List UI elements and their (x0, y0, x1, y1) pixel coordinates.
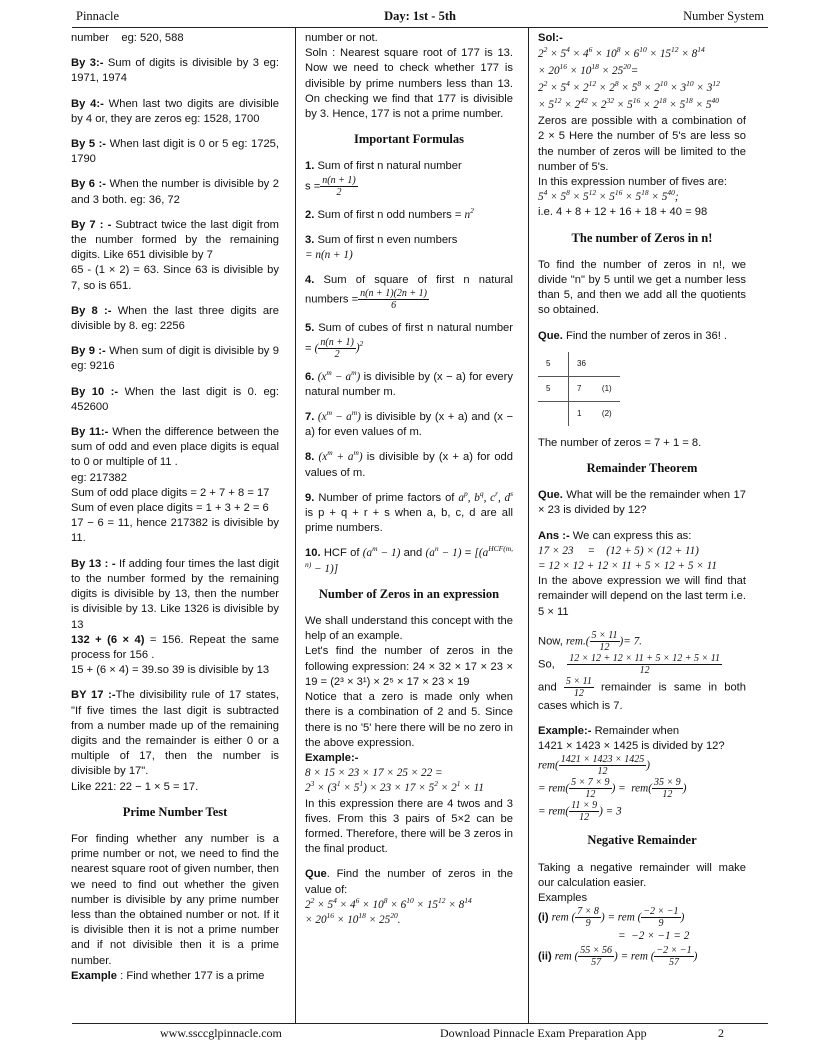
zeros-text: Let's find the number of zeros in the following expression: 24 × 32 × 17 × 23 × 19 = (2³ × 3¹) × 2⁵ × 17 × 23 × 19 (305, 645, 513, 688)
example-heading: Example:- (538, 725, 592, 738)
so-line: So, $\frac{12 \times 12 + 12 \times 11 + 5 \times 12 + 5 \times 11}{12}$ (538, 652, 720, 676)
table-cell: 36 (569, 352, 594, 377)
question-heading: Que (305, 868, 327, 881)
solution-text: Zeros are possible with a combination of 2 × 5 Here the number of 5's are less so the number of zeros will be limited to the number of 5's. (538, 115, 746, 173)
rule-by-11-line: 17 − 6 = 11, hence 217382 is divisible by 11. (71, 517, 279, 545)
table-row (538, 376, 620, 401)
section-title-zeros-factorial: The number of Zeros in n! (571, 230, 713, 245)
rule-heading: By 4:- (71, 97, 104, 110)
formula-8: 8. $(x^m + a^m)$ is divisible by (x + a) for odd values of m. (305, 448, 513, 479)
formula-3: 3. Sum of first n even numbers (305, 233, 458, 246)
rule-by-13-example-2: 15 + (6 × 4) = 39.so 39 is divisible by 13 (71, 664, 270, 677)
fives-expression: $5^4 \times 5^8 \times 5^{12} \times 5^{16} \times 5^{18} \times 5^{40}$; (538, 188, 679, 204)
question-heading: Que. (538, 489, 563, 502)
examples-label: Examples (538, 892, 588, 905)
example (538, 724, 746, 739)
rule-text: When last digit is 0 or 5 eg: 1725, 1790 (71, 138, 279, 166)
rule-by-3 (71, 56, 279, 86)
formula-6: 6. $(x^m - a^m)$ is divisible by (x − a) for every natural number m. (305, 367, 513, 398)
rule-by-8 (71, 304, 279, 334)
question (538, 329, 746, 344)
zeros-text: We shall understand this concept with the help of an example. (305, 615, 513, 643)
example-text-2: 1421 × 1423 × 1425 is divided by 12? (538, 740, 725, 753)
rule-by-7 (71, 218, 279, 264)
continued-text: number eg: 520, 588 (71, 32, 184, 44)
zeros-text: Notice that a zero is made only when there is a combination of 2 and 5. Since there is no '5' here there will be no zero in the above expression. (305, 691, 513, 749)
example-explanation: In this expression there are 4 twos and 3 fives. From this 3 pairs of 5×2 can be formed. Therefore, there will be 3 zeros in the final product. (305, 797, 513, 856)
solution-expression: $2^2 \times 5^4 \times 4^6 \times 10^8 \times 6^{10} \times 15^{12} \times 8^{14}$ × $20^{16} \times 10^{18} \times 25^{20}=$ $2^2 \times 5^4 \times 2^{12} \times 2^8 \times 5^8 \times 2^{10} \times 3^{10} \times 3^{12}$ × $5^{12} \times 2^{42} \times 2^{32} \times 5^{16} \times 2^{18} \times 5^{18} \times 5^{40}$ (538, 45, 720, 112)
remainder-question (538, 488, 746, 518)
negative-example-2: (ii) rem ( $\frac{55 \times 56}{57}$ ) = rem ( $\frac{-2 \times -1}{57}$ ) (538, 944, 698, 968)
formula-1: 1. Sum of first n natural number (305, 160, 462, 173)
table-cell: (1) (594, 376, 620, 401)
rule-text: When the difference between the sum of odd and even place digits is equal to 0 or multiple of 11 . (71, 426, 279, 469)
example-text: : Find whether 177 is a prime (117, 969, 265, 982)
rule-heading: By 7 : - (71, 218, 112, 231)
table-cell: 1 (577, 409, 582, 419)
question-text: Find the number of zeros in 36! . (562, 329, 728, 342)
table-row (538, 352, 620, 377)
answer-text: We can express this as: (569, 529, 692, 542)
zeros-result: The number of zeros = 7 + 1 = 8. (538, 436, 702, 449)
section-title-prime-test: Prime Number Test (122, 804, 228, 819)
section-title-formulas: Important Formulas (353, 132, 465, 147)
rule-by-11 (71, 425, 279, 471)
section-title-negative-remainder: Negative Remainder (587, 833, 697, 848)
table-cell: (2) (601, 409, 612, 419)
rule-text: When the number is divisible by 2 and 3 both. eg: 36, 72 (71, 178, 279, 206)
solution-total: i.e. 4 + 8 + 12 + 16 + 18 + 40 = 98 (538, 206, 708, 219)
formula-10: 10. HCF of $(a^m - 1)$ and $(a^n - 1) = [(a^{HCF(m, n)} - 1)]$ (305, 544, 513, 575)
example-expression: 8 × 15 × 23 × 17 × 25 × 22 = (305, 767, 443, 780)
solution-text: In this expression number of fives are: (538, 176, 728, 189)
example-step-2: = rem( $\frac{5 \times 7 \times 9}{12}$ ) = rem( $\frac{35 \times 9}{12}$ ) (538, 777, 687, 801)
rule-heading: By 11:- (71, 426, 109, 439)
formula-3-expression: = n(n + 1) (305, 249, 353, 262)
rule-heading: By 8 :- (71, 304, 112, 317)
now-line: Now, rem.( $\frac{5 \times 11}{12}$ )= 7. (538, 629, 642, 653)
table-cell: 5 (538, 376, 569, 401)
formula-text: is divisible by (x + a) and (x − a) for even values of m. (305, 411, 513, 439)
rule-by-13 (71, 557, 279, 633)
formula-text: is p + q + r + s when a, b, c, d are all prime numbers. (305, 507, 513, 535)
answer-explanation: In the above expression we will find that remainder will depend on the last term i.e. 5 × 11 (538, 575, 746, 618)
formula-text: is divisible by (x − a) for every natural number m. (305, 370, 513, 398)
rule-by-11-line: Sum of even place digits = 1 + 3 + 2 = 6 (71, 502, 269, 515)
rule-text: When the last digit is 0. eg: 452600 (71, 385, 279, 413)
example-heading: Example (71, 969, 118, 982)
formula-text: is divisible by (x + a) for odd values of m. (305, 451, 513, 479)
formula-1-expression (305, 175, 513, 198)
example-expression-2: $2^3 \times (3^1 \times 5^1) \times 23 \times 17 \times 5^2 \times 2^1 \times 11$ (305, 779, 484, 795)
table-row (538, 401, 620, 426)
table-cell: 5 (538, 352, 569, 377)
table-cell (594, 352, 620, 377)
rule-text: If adding four times the last digit to the number formed by the remaining digits is divisible by 13, then the number is divisible by 13. Like 1326 is divisible by 13 (71, 557, 279, 631)
column-divider-2 (528, 28, 529, 1023)
example-step-1: rem( $\frac{1421 \times 1423 \times 1425}{12}$ ) (538, 754, 650, 778)
negative-example-1: (i) rem ( $\frac{7 \times 8}{9}$ ) = rem ( $\frac{-2 \times -1}{9}$ ) (538, 906, 685, 930)
section-title-remainder: Remainder Theorem (586, 461, 698, 476)
formula-text: Sum of first n natural number (317, 160, 462, 173)
division-table (538, 352, 620, 426)
solution-text: Soln : Nearest square root of 177 is 13. Now we need to check whether 177 is divisible by prime numbers less than 13. On checking we find that 177 is divisible by 3. Hence, 177 is not a prime number. (305, 47, 513, 121)
fraction: $\frac{n(n + 1)(2n + 1)}{6}$ (360, 288, 427, 312)
rule-by-7-example: 65 - (1 × 2) = 63. Since 63 is divisible by 7, so is 651. (71, 264, 279, 292)
rule-by-13-example (71, 633, 279, 663)
footer-rule (72, 1023, 768, 1024)
rule-text: When the last three digits are divisible by 8. eg: 2256 (71, 304, 279, 333)
formula-text: Sum of square of first n natural numbers = (305, 274, 513, 306)
example-text: Remainder when (591, 725, 680, 738)
rule-text: The divisibility rule of 17 states, "If five times the last digit is subtracted from a number made up of the remaining digits and the remainder is either 0 or a multiple of 17, then the number is divisible by 17". (71, 689, 279, 778)
example-heading: Example:- (305, 751, 359, 764)
rule-heading: 132 + (6 × 4) (71, 633, 145, 646)
rule-text: = 156. Repeat the same process for 156 . (71, 633, 279, 661)
negative-text: Taking a negative remainder will make our calculation easier. (538, 861, 746, 889)
prime-test-text: For finding whether any number is a prime number or not, we need to find the nearest square root of given number, then we need to find out whether the given number is divisible by any prime number less than the obtained number or not. If it is divisible then it is not a prime number and if not divisible then it is a prime number. (71, 832, 279, 967)
negative-example-1-result: = −2 × −1 = 2 (618, 930, 690, 943)
question-heading: Que. (538, 329, 563, 342)
prime-example (71, 969, 279, 984)
rule-heading: By 6 :- (71, 178, 106, 191)
question (305, 867, 513, 897)
header-rule (72, 27, 768, 28)
header-day: Day: 1st - 5th (384, 9, 456, 23)
formula-text: Sum of cubes of first n natural number = (305, 322, 513, 355)
section-title-zeros: Number of Zeros in an expression (318, 586, 500, 601)
fraction: $\frac{n(n + 1)}{2}$ (320, 336, 354, 360)
formula-4: 4. Sum of square of first n natural numbers = $\frac{n(n + 1)(2n + 1)}{6}$ (305, 274, 513, 312)
table-cell (538, 401, 569, 426)
rule-by-4 (71, 97, 279, 127)
rule-heading: By 13 : - (71, 557, 116, 570)
rule-text: When last two digits are divisible by 4 or, they are zeros eg: 1528, 1700 (71, 97, 279, 125)
table-cell: 7 (569, 376, 594, 401)
rule-by-9 (71, 344, 279, 374)
column-2 (305, 31, 513, 1021)
question-text: What will be the remainder when 17 × 23 is divided by 12? (538, 489, 746, 517)
rule-by-6 (71, 177, 279, 207)
column-divider-1 (295, 28, 296, 1023)
fraction: $\frac{n(n + 1)}{2}$ (322, 174, 356, 198)
formula-label: s = (305, 180, 321, 193)
footer-website-link[interactable]: www.ssccglpinnacle.com (160, 1026, 282, 1040)
answer (538, 529, 746, 544)
formula-7: 7. $(x^m - a^m)$ is divisible by (x + a) and (x − a) for even values of m. (305, 408, 513, 439)
rule-heading: By 5 :- (71, 138, 107, 151)
page-footer (72, 1026, 768, 1042)
header-brand: Pinnacle (76, 9, 120, 23)
solution-heading: Sol:- (538, 32, 563, 44)
rule-by-17-example: Like 221: 22 − 1 × 5 = 17. (71, 780, 199, 793)
answer-expression-2: = 12 × 12 + 12 × 11 + 5 × 12 + 5 × 11 (538, 560, 717, 573)
rule-text: Subtract twice the last digit from the number formed by the remaining digits. Like 651 divisible by 7 (71, 218, 279, 262)
question-expression-2: × $20^{16} \times 10^{18} \times 25^{20}$. (305, 910, 401, 926)
rule-by-17 (71, 688, 279, 779)
header-topic: Number System (683, 9, 764, 23)
question-expression: $2^2 \times 5^4 \times 4^6 \times 10^8 \times 6^{10} \times 15^{12} \times 8^{14}$ (305, 895, 472, 911)
rule-heading: By 9 :- (71, 345, 106, 358)
answer-expression: 17 × 23 = (12 + 5) × (12 + 11) (538, 544, 699, 557)
formula-9: 9. Number of prime factors of $a^p$, $b^q$, $c^r$, $d^s$ is p + q + r + s when a, b, c, d are all prime numbers. (305, 488, 513, 535)
and-line: and $\frac{5 \times 11}{12}$ remainder is same in both cases which is 7. (538, 675, 746, 712)
rule-by-11-line: eg: 217382 (71, 471, 127, 484)
formula-text: Number of prime factors of (318, 491, 455, 504)
column-1 (71, 31, 279, 1021)
formula-5: 5. Sum of cubes of first n natural number = ( $\frac{n(n + 1)}{2}$ )$^2$ (305, 322, 513, 360)
formula-text: HCF of (323, 547, 360, 560)
rule-by-5 (71, 137, 279, 167)
rule-heading: By 10 :- (71, 385, 119, 398)
rule-text: Sum of digits is divisible by 3 eg: 1971, 1974 (71, 57, 279, 85)
rule-text: When sum of digit is divisible by 9 eg: 9216 (71, 345, 279, 373)
column-3 (538, 31, 746, 1021)
example-step-3: = rem( $\frac{11 \times 9}{12}$ ) = 3 (538, 800, 622, 824)
page-number: 2 (718, 1026, 724, 1040)
continued-text: number or not. (305, 32, 378, 44)
factorial-text: To find the number of zeros in n!, we divide "n" by 5 until we get a number less than 5, and then we add all the quotients so obtained. (538, 258, 746, 317)
page-header (72, 9, 768, 25)
rule-by-10 (71, 385, 279, 415)
rule-heading: By 3:- (71, 57, 104, 70)
formula-text: Sum of first n odd numbers = (317, 208, 462, 221)
answer-heading: Ans :- (538, 529, 570, 542)
question-text: . Find the number of zeros in the value of: (305, 868, 513, 896)
rule-heading: BY 17 :- (71, 689, 116, 702)
formula-2: 2. Sum of first n odd numbers = $n^2$ (305, 205, 474, 221)
rule-by-11-line: Sum of odd place digits = 2 + 7 + 8 = 17 (71, 486, 270, 499)
formula-text: Sum of first n even numbers (317, 233, 458, 246)
footer-app-promo: Download Pinnacle Exam Preparation App (440, 1026, 647, 1040)
